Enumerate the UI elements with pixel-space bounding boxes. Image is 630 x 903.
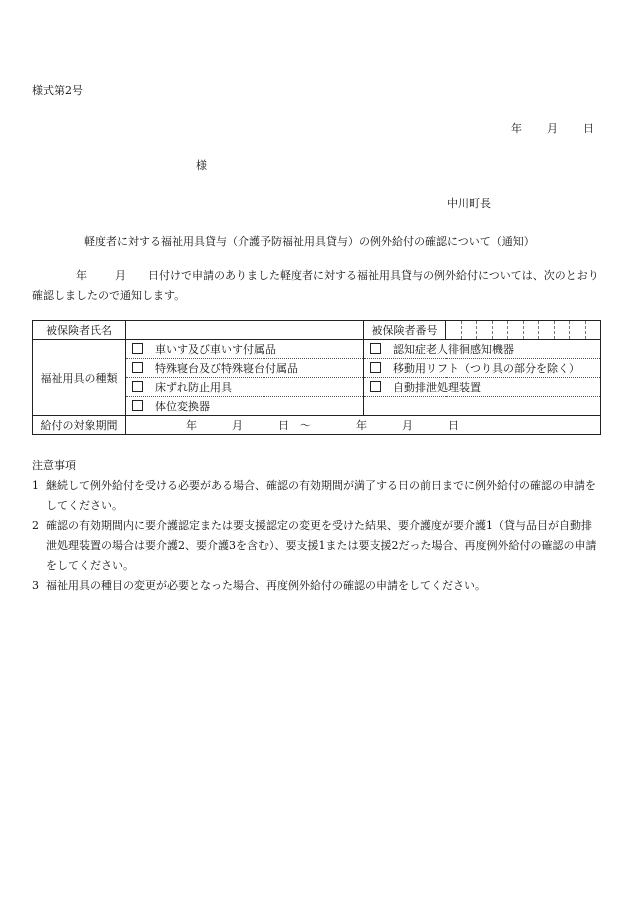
checkbox[interactable] (370, 343, 381, 354)
period-label: 給付の対象期間 (33, 416, 126, 435)
intro-text: 日付けで申請のありました軽度者に対する福祉用具貸与の例外給付については、次のとおり確認しましたので通知します。 (32, 269, 599, 302)
note-item: 3 福祉用具の種目の変更が必要となった場合、再度例外給付の確認の申請をしてください。 (32, 579, 486, 592)
intro-paragraph (32, 266, 602, 306)
checkbox[interactable] (370, 381, 381, 392)
insured-name-label: 被保険者氏名 (33, 321, 126, 340)
issue-date (511, 120, 594, 136)
note-item: 1 継続して例外給付を受ける必要がある場合、確認の有効期間が満了する日の前日までに例外給付の確認の申請をしてください。 (32, 479, 596, 512)
insured-name-field[interactable] (126, 321, 364, 340)
addressee-suffix: 様 (196, 159, 207, 172)
period-end-month: 月 (402, 419, 413, 432)
equipment-option-empty (364, 397, 601, 416)
equipment-row-1 (33, 340, 601, 359)
note-item: 2 確認の有効期間内に要介護認定または要支援認定の変更を受けた結果、要介護度が要介護1（貸与品目が自動排泄処理装置の場合は要介護2、要介護3を含む）、要支援1または要支援2だった場合、再度例外給付の確認の申請をしてください。 (32, 519, 597, 572)
equipment-option-position-changer[interactable]: 体位変換器 (126, 397, 364, 416)
checkbox[interactable] (132, 381, 143, 392)
date-day-label: 日 (583, 122, 594, 135)
insured-number-field[interactable] (446, 321, 601, 340)
period-start-year: 年 (186, 419, 197, 432)
issuer-name: 中川町長 (447, 197, 491, 210)
checkbox[interactable] (132, 362, 143, 373)
insured-number-digit-boxes (446, 321, 600, 339)
notes-title: 注意事項 (32, 459, 76, 472)
equipment-option-special-bed[interactable]: 特殊寝台及び特殊寝台付属品 (126, 359, 364, 378)
period-end-year: 年 (356, 419, 367, 432)
insured-row (33, 321, 601, 340)
checkbox[interactable] (132, 400, 143, 411)
equipment-option-bedsore-prevention[interactable]: 床ずれ防止用具 (126, 378, 364, 397)
period-row (33, 416, 601, 435)
insured-number-label: 被保険者番号 (364, 321, 446, 340)
notes-list (32, 476, 600, 596)
date-month-label: 月 (547, 122, 558, 135)
period-start-day: 日 (278, 419, 289, 432)
intro-year: 年 (76, 269, 87, 282)
equipment-type-label: 福祉用具の種類 (33, 340, 126, 416)
checkbox[interactable] (132, 343, 143, 354)
period-end-day: 日 (448, 419, 459, 432)
equipment-option-auto-excretion[interactable]: 自動排泄処理装置 (364, 378, 601, 397)
equipment-option-dementia-sensor[interactable]: 認知症老人徘徊感知機器 (364, 340, 601, 359)
form-number: 様式第2号 (32, 84, 83, 97)
confirmation-table (32, 320, 601, 435)
period-tilde: ～ (300, 419, 311, 432)
checkbox[interactable] (370, 362, 381, 373)
date-year-label: 年 (511, 122, 522, 135)
equipment-option-lift[interactable]: 移動用リフト（つり具の部分を除く） (364, 359, 601, 378)
intro-month: 月 (115, 269, 126, 282)
period-start-month: 月 (232, 419, 243, 432)
equipment-option-wheelchair[interactable]: 車いす及び車いす付属品 (126, 340, 364, 359)
period-field[interactable] (126, 416, 601, 435)
document-title: 軽度者に対する福祉用具貸与（介護予防福祉用具貸与）の例外給付の確認について（通知） (84, 235, 535, 248)
